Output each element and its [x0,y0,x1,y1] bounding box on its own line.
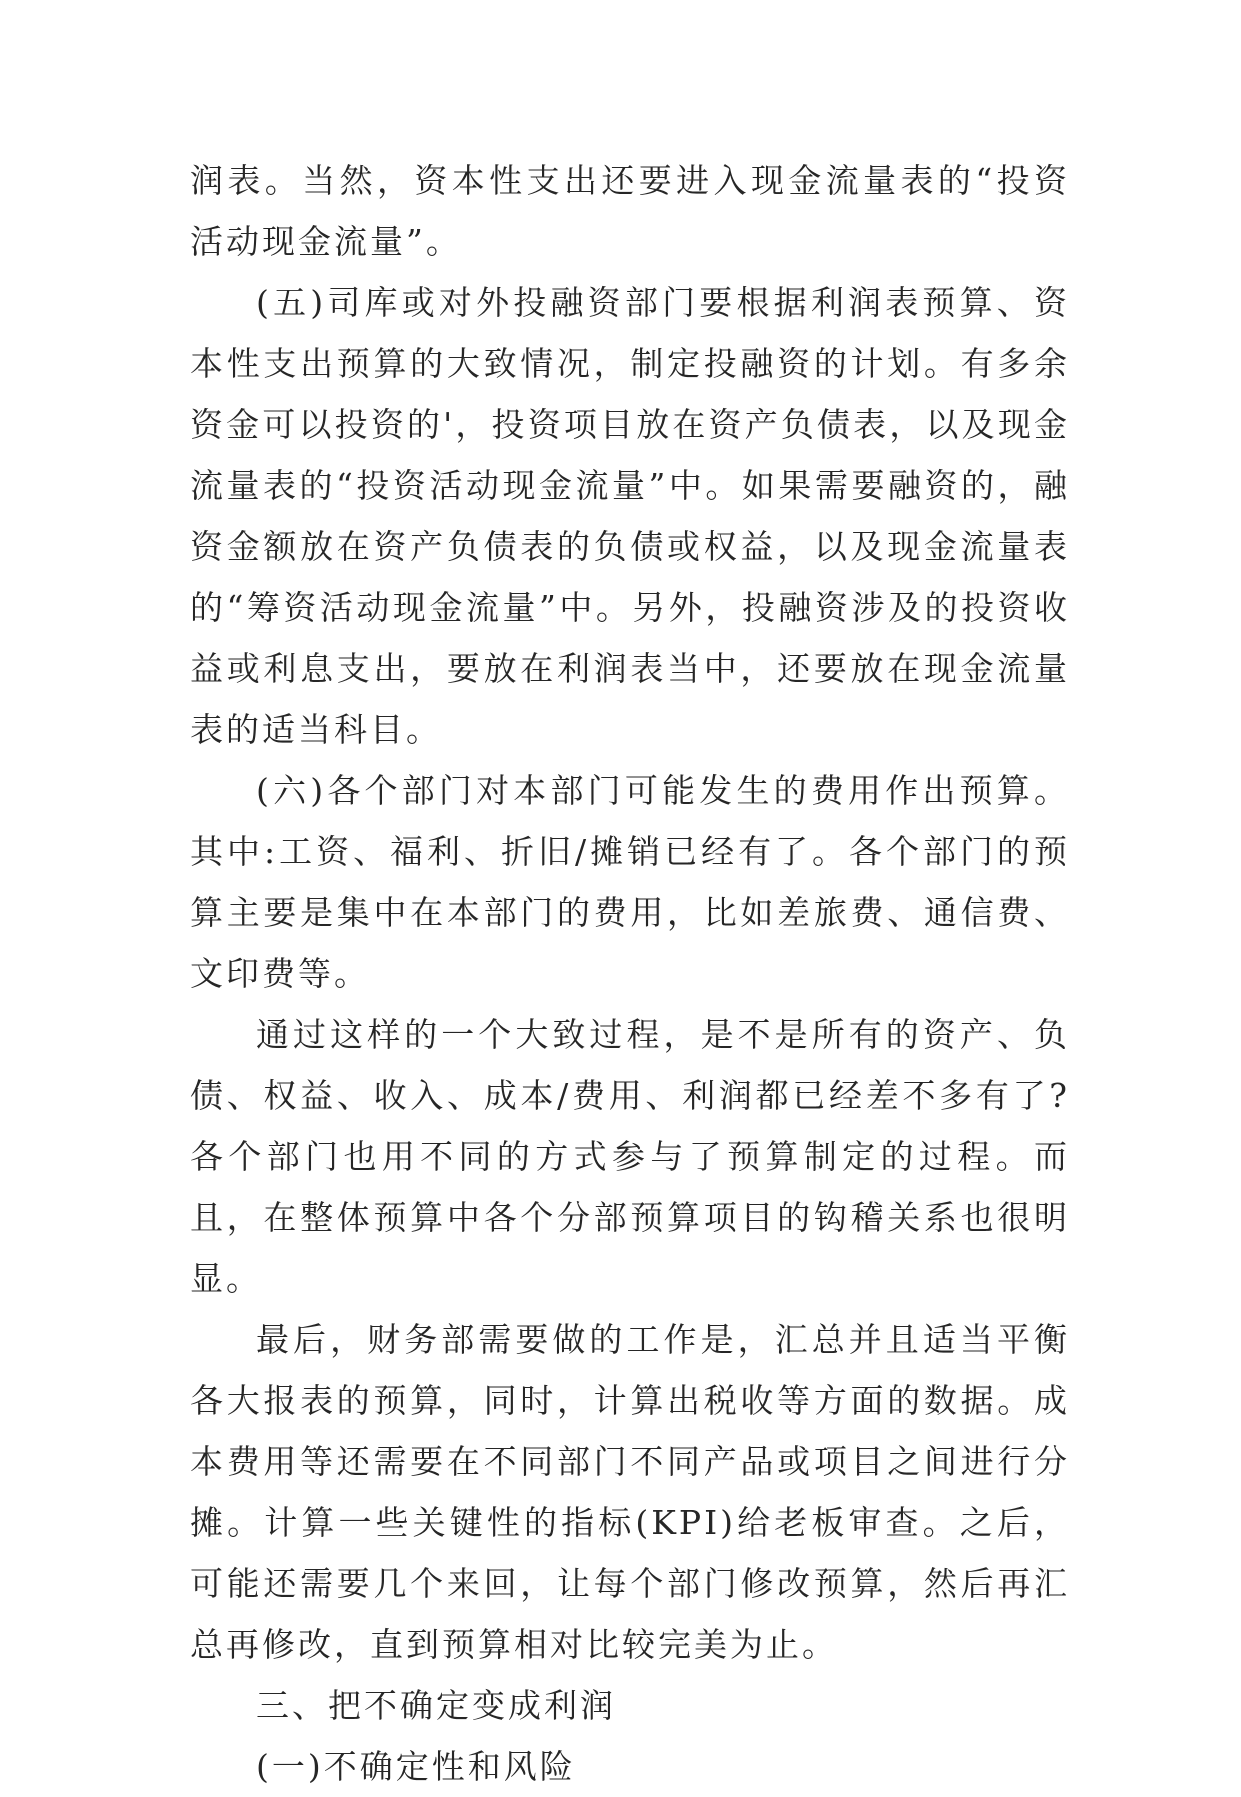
paragraph-continuation: 润表。当然，资本性支出还要进入现金流量表的“投资活动现金流量”。 [190,161,1070,261]
document-body [190,150,1070,1797]
paragraph-section-6: (六)各个部门对本部门可能发生的费用作出预算。其中:工资、福利、折旧/摊销已经有了。各个部门的预算主要是集中在本部门的费用，比如差旅费、通信费、文印费等。 [190,771,1070,993]
paragraph-process-summary: 通过这样的一个大致过程，是不是所有的资产、负债、权益、收入、成本/费用、利润都已经差不多有了?各个部门也用不同的方式参与了预算制定的过程。而且，在整体预算中各个分部预算项目的钩稽关系也很明显。 [190,1015,1070,1298]
section-heading-3: 三、把不确定变成利润 [256,1686,616,1725]
subsection-heading-1: (一)不确定性和风险 [256,1747,576,1786]
paragraph-finance-dept: 最后，财务部需要做的工作是，汇总并且适当平衡各大报表的预算，同时，计算出税收等方面的数据。成本费用等还需要在不同部门不同产品或项目之间进行分摊。计算一些关键性的指标(KPI)给老板审查。之后，可能还需要几个来回，让每个部门修改预算，然后再汇总再修改，直到预算相对比较完美为止。 [190,1320,1070,1664]
paragraph-section-5: (五)司库或对外投融资部门要根据利润表预算、资本性支出预算的大致情况，制定投融资的计划。有多余资金可以投资的'，投资项目放在资产负债表，以及现金流量表的“投资活动现金流量”中。如果需要融资的，融资金额放在资产负债表的负债或权益，以及现金流量表的“筹资活动现金流量”中。另外，投融资涉及的投资收益或利息支出，要放在利润表当中，还要放在现金流量表的适当科目。 [190,283,1070,749]
